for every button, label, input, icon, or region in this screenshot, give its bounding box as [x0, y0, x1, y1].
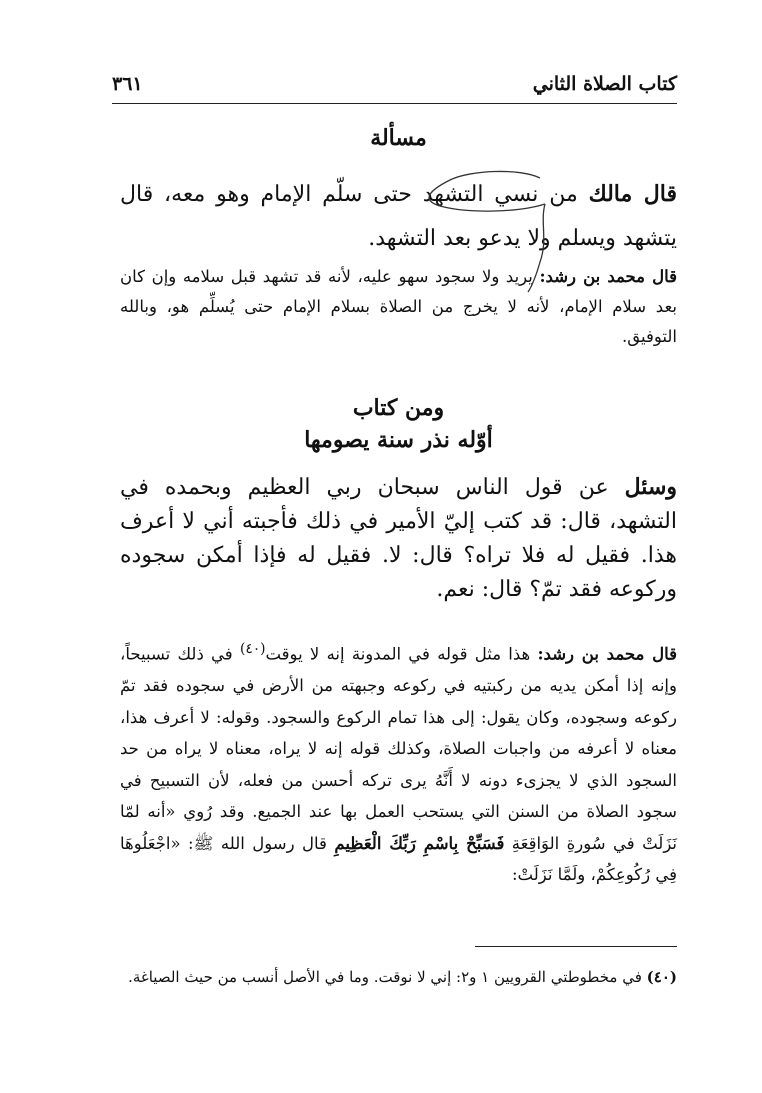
paragraph-malik: [120, 172, 677, 261]
paragraph-lead: قال مالك: [588, 181, 677, 207]
footnote-number: (٤٠): [646, 968, 677, 986]
paragraph-question: [120, 470, 677, 607]
header-divider: [112, 103, 677, 104]
footnote-divider: [475, 946, 677, 947]
paragraph-body: في ذلك تسبيحاً، وإنه إذا أمكن يديه من ركبتيه في ركوعه وجبهته من الأرض في سجوده فقد تمّ ركوعه وسجوده، وكان يقول: إلى هذا تمام الركوع والسجود. وقوله: لا أعرف هذا، معناه لا أعرفه من واجبات الصلاة، وكذلك قوله إنه لا يراه، معناه لا يراه من حد السجود الذي لا يجزىء دونه لا أَنَّهُ يرى تركه أحسن من فعله، لأن التسبيح في سجود الصلاة من السنن التي يستحب العمل بها عند الجميع. وقد رُوي «أنه لمّا نَزَلَتْ في سُورةِ الوَاقِعَةِ: [120, 644, 678, 853]
paragraph-body: يريد ولا سجود سهو عليه، لأنه قد تشهد قبل سلامه وإن كان بعد سلام الإمام، لأنه لا يخرج من الصلاة بسلام الإمام حتى يُسلِّم هو، وبالله التوفيق.: [120, 267, 677, 346]
section-heading-masala: مسألة: [370, 125, 427, 151]
paragraph-ibn-rushd-1: [120, 262, 677, 352]
paragraph-lead: قال محمد بن رشد:: [537, 644, 677, 664]
heading-line-1: ومن كتاب: [352, 395, 445, 421]
paragraph-body: من نسي التشهد حتى سلّم الإمام وهو معه، قال يتشهد ويسلم ولا يدعو بعد التشهد.: [120, 182, 677, 251]
footnote: [120, 962, 677, 992]
paragraph-body: هذا مثل قوله في المدونة إنه لا يوقت: [265, 644, 538, 664]
paragraph-body: قال رسول الله ﷺ: «اجْعَلُوهَا فِي رُكُوعِكُمْ، ولَمَّا نَزَلَتْ:: [120, 833, 677, 884]
paragraph-lead: وسئل: [624, 474, 677, 500]
section-heading-book: [120, 392, 677, 456]
paragraph-lead: قال محمد بن رشد:: [539, 267, 677, 286]
paragraph-ibn-rushd-2: [120, 634, 677, 891]
quran-verse: فَسَبِّحْ بِاسْمِ رَبِّكَ الْعَظِيمِ: [334, 833, 505, 853]
footnote-text: في مخطوطتي القرويين ١ و٢: إني لا نوقت. وما في الأصل أنسب من حيث الصياغة.: [128, 968, 647, 986]
running-header: [112, 68, 677, 100]
book-title: كتاب الصلاة الثاني: [532, 73, 677, 95]
heading-line-2: أوّله نذر سنة يصومها: [304, 427, 493, 453]
footnote-reference[interactable]: (٤٠): [239, 641, 266, 657]
page-number: ٣٦١: [112, 73, 143, 95]
paragraph-body: عن قول الناس سبحان ربي العظيم وبحمده في التشهد، قال: قد كتب إليّ الأمير في ذلك فأجبته أني لا أعرف هذا. فقيل له فلا تراه؟ قال: لا. فقيل له فإذا أمكن سجوده وركوعه فقد تمّ؟ قال: نعم.: [120, 475, 677, 602]
